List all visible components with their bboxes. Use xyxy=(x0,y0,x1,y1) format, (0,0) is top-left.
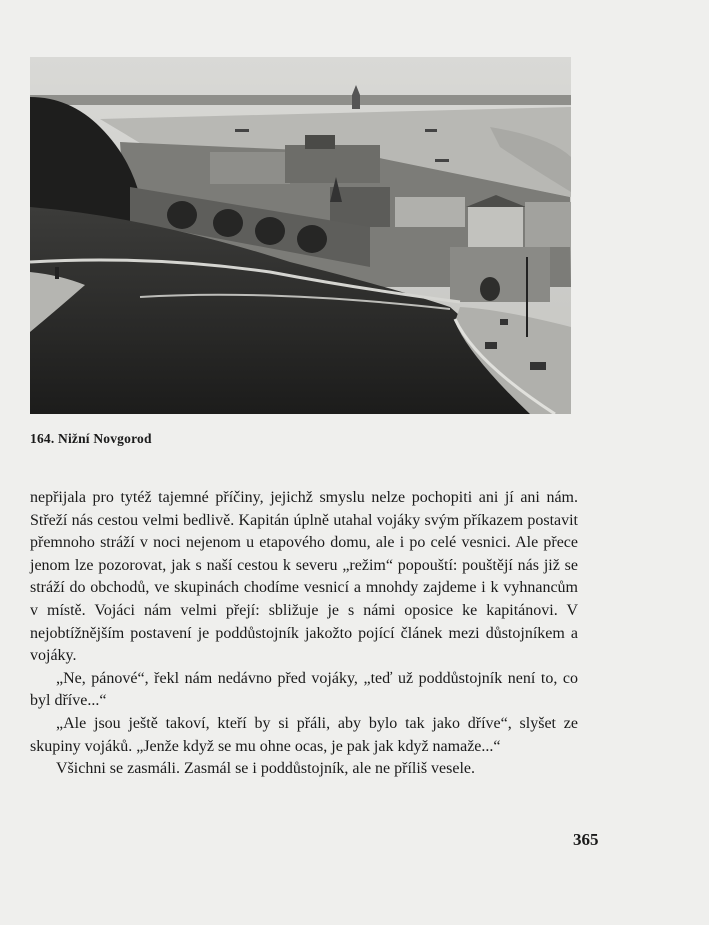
paragraph: „Ale jsou ještě takoví, kteří by si přáli, aby bylo tak jako dříve“, slyšet ze skupiny vojáků. „Jenže když se mu ohne ocas, je pak jak když namaže...“ xyxy=(30,714,578,755)
figure-caption: 164. Nižní Novgorod xyxy=(30,431,152,446)
paragraph: „Ne, pánové“, řekl nám nedávno před vojáky, „teď už poddůstojník není to, co byl dříve...“ xyxy=(30,669,578,710)
body-text xyxy=(30,487,578,781)
paragraph: Všichni se zasmáli. Zasmál se i poddůstojník, ale ne příliš vesele. xyxy=(56,760,476,778)
paragraph: nepřijala pro tytéž tajemné příčiny, jejichž smyslu nelze pochopiti ani jí ani nám. Střeží nás cestou velmi bedlivě. Kapitán úplně utahal vojáky svým příkazem postavit přemnoho stráží v noci nejenom u etapového domu, ale i po celé vesnici. Ale přece jenom lze pozorovat, jak s naší cestou k severu „režim“ popouští: pouštějí nás již se stráží do obchodů, ve skupinách chodíme vesnicí a mnohdy zajdeme i k vyhnancům v místě. Vojáci nám velmi přejí: sbližuje je s námi oposice ke kapitánovi. V nejobtížnějším postavení je poddůstojník jakožto pojící článek mezi důstojníkem a vojáky. xyxy=(30,489,578,665)
photo-illustration xyxy=(30,57,571,414)
photograph-nizhny-novgorod xyxy=(30,57,571,414)
page-number: 365 xyxy=(573,830,599,849)
